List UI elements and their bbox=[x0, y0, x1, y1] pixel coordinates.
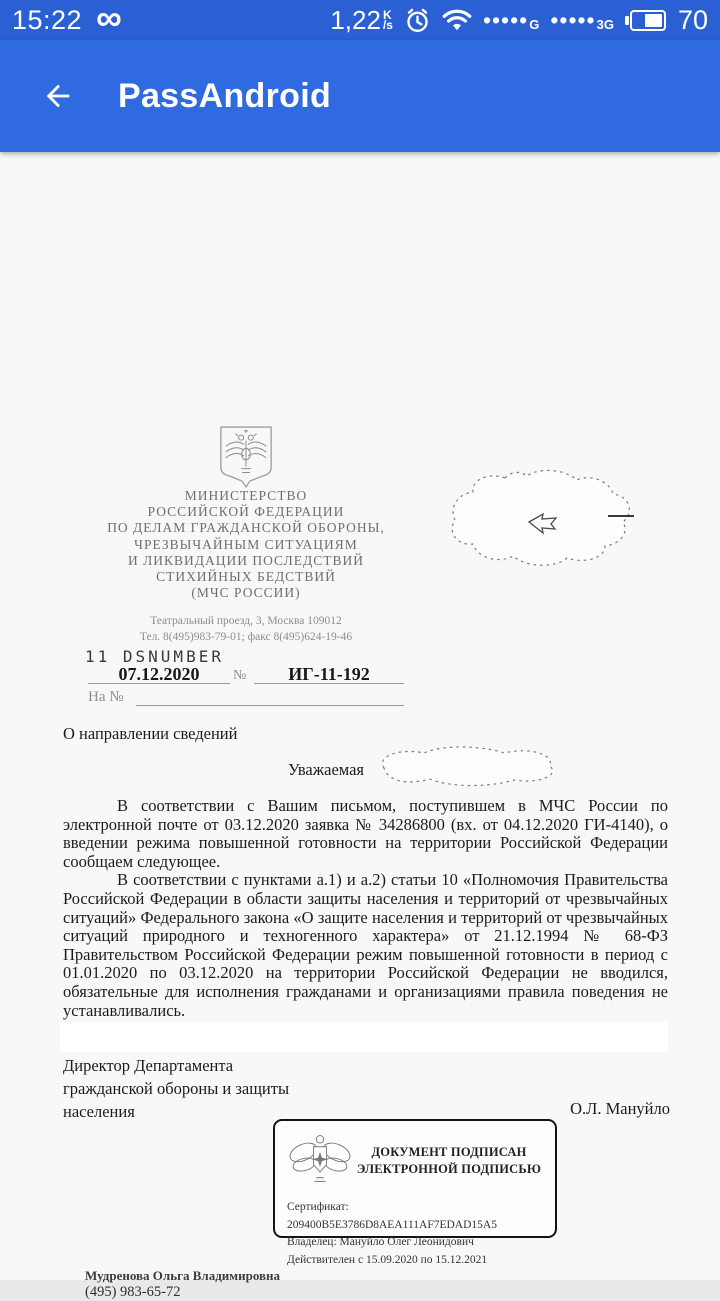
ministry-address bbox=[85, 613, 407, 645]
body-paragraph-1: В соответствии с Вашим письмом, поступившем в МЧС России по электронной почте от 03.12.2020 заявка № 34286800 (вх. от 04.12.2020 ГИ-4140), о введении режима повышенной готовности на территории Российской Федерации сообщаем следующее. bbox=[63, 796, 668, 871]
reply-to-underline bbox=[136, 705, 404, 706]
pass-document bbox=[0, 152, 720, 1300]
ds-number-placeholder: 11 DSNUMBER bbox=[85, 647, 224, 666]
redaction-blob-name bbox=[372, 744, 572, 796]
signal-g-indicator bbox=[483, 9, 539, 31]
redaction-blob-large bbox=[443, 460, 648, 580]
stamp-owner: Владелец: Мануйло Олег Леонидович bbox=[287, 1236, 474, 1248]
battery-percent: 70 bbox=[677, 4, 708, 35]
signal-g-label: G bbox=[529, 17, 540, 32]
signal-3g-dots: ••••• bbox=[550, 7, 596, 33]
date-underline bbox=[88, 683, 230, 684]
network-speed-unit: K /s bbox=[382, 8, 393, 32]
signer-position-line: населения bbox=[63, 1102, 135, 1121]
signal-3g-label: 3G bbox=[596, 17, 614, 32]
coat-of-arms-icon bbox=[217, 423, 275, 496]
address-line: Театральный проезд, 3, Москва 109012 bbox=[150, 615, 342, 627]
mchs-emblem-icon bbox=[287, 1129, 353, 1192]
executor-contact bbox=[85, 1267, 280, 1301]
alarm-clock-icon bbox=[404, 7, 431, 34]
stamp-validity: Действителен с 15.09.2020 по 15.12.2021 bbox=[287, 1253, 488, 1266]
stamp-certificate: Сертификат: 209400B5E3786D8AEA111AF7EDAD15A5 bbox=[287, 1201, 497, 1231]
address-line: Тел. 8(495)983-79-01; факс 8(495)624-19-46 bbox=[139, 631, 353, 643]
ministry-header bbox=[85, 488, 407, 601]
back-button[interactable] bbox=[26, 64, 90, 128]
network-speed-value: 1,22 bbox=[330, 4, 381, 35]
ministry-line: РОССИЙСКОЙ ФЕДЕРАЦИИ bbox=[147, 504, 345, 520]
ministry-line: СТИХИЙНЫХ БЕДСТВИЙ bbox=[156, 569, 336, 585]
ministry-line: И ЛИКВИДАЦИИ ПОСЛЕДСТВИЙ bbox=[127, 552, 365, 568]
body-paragraph-2: В соответствии с пунктами а.1) и а.2) статьи 10 «Полномочия Правительства Российской Федерации в области защиты населения и территорий от чрезвычайных ситуаций» Федерального закона «О защите населения и территорий от чрезвычайных ситуаций природного и техногенного характера» от 21.12.1994 № 68-ФЗ Правительством Российской Федерации режим повышенной готовности в период с 01.01.2020 по 03.12.2020 на территории Российской Федерации не вводился, обязательные для исполнения гражданами и организациями правила поведения не устанавливались. bbox=[63, 870, 668, 1020]
wifi-icon bbox=[442, 9, 472, 32]
document-subject: О направлении сведений bbox=[63, 724, 238, 743]
redaction-strip bbox=[60, 1022, 668, 1052]
salutation: Уважаемая bbox=[288, 760, 365, 779]
document-body bbox=[63, 797, 668, 1020]
clock-time: 15:22 bbox=[12, 4, 83, 35]
signal-g-dots: ••••• bbox=[482, 7, 529, 33]
registration-date: 07.12.2020 bbox=[118, 664, 200, 684]
number-underline bbox=[254, 683, 404, 684]
ministry-line: ЧРЕЗВЫЧАЙНЫМ СИТУАЦИЯМ bbox=[134, 536, 358, 552]
status-bar bbox=[0, 0, 720, 40]
infinity-icon: ∞ bbox=[96, 0, 122, 38]
reply-to-label: На № bbox=[88, 689, 124, 705]
ministry-line: МИНИСТЕРСТВО bbox=[184, 488, 308, 503]
stamp-title: ДОКУМЕНТ ПОДПИСАН ЭЛЕКТРОННОЙ ПОДПИСЬЮ bbox=[356, 1144, 542, 1176]
pen-dash-mark bbox=[608, 515, 634, 517]
battery-icon bbox=[625, 10, 667, 31]
back-arrow-icon bbox=[41, 79, 75, 113]
signer-name: О.Л. Мануйло bbox=[570, 1099, 670, 1118]
signer-position bbox=[63, 1054, 289, 1123]
executor-name: Мудренова Ольга Владимировна bbox=[85, 1268, 281, 1283]
signer-position-line: Директор Департамента bbox=[63, 1056, 234, 1075]
ministry-line: ПО ДЕЛАМ ГРАЖДАНСКОЙ ОБОРОНЫ, bbox=[107, 520, 385, 536]
signal-3g-indicator bbox=[550, 9, 614, 31]
registration-number: ИГ-11-192 bbox=[288, 664, 370, 684]
signer-position-line: гражданской обороны и защиты bbox=[63, 1079, 290, 1098]
app-title: PassAndroid bbox=[118, 76, 332, 115]
network-speed bbox=[330, 5, 393, 36]
digital-signature-stamp bbox=[273, 1119, 557, 1266]
number-sign: № bbox=[233, 668, 247, 683]
ministry-line: (МЧС РОССИИ) bbox=[191, 585, 301, 601]
app-bar bbox=[0, 40, 720, 152]
executor-phone: (495) 983-65-72 bbox=[85, 1284, 181, 1300]
